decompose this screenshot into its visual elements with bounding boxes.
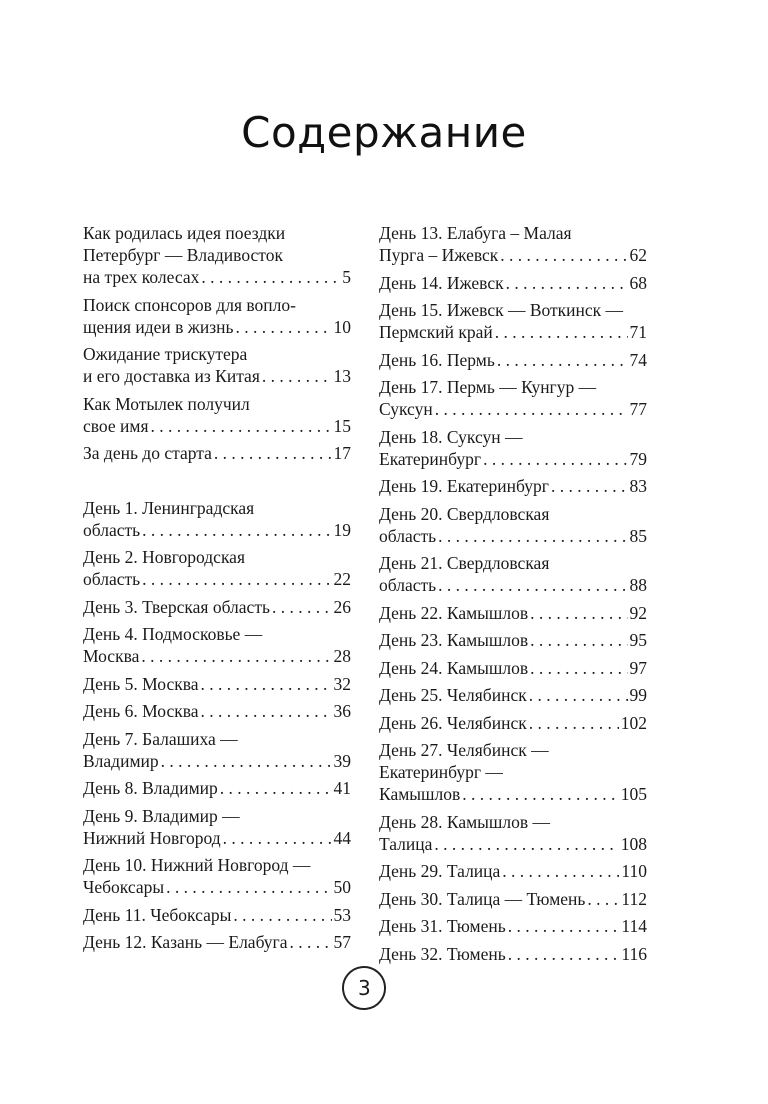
toc-entry-title-line: День 12. Казань — Елабуга [83, 932, 288, 952]
toc-entry-title-line: День 29. Талица [379, 861, 501, 881]
toc-page-number: 85 [629, 525, 647, 546]
dot-leader [262, 365, 332, 387]
dot-leader [438, 574, 627, 596]
toc-page-number: 95 [629, 630, 647, 650]
page-number: 3 [357, 976, 371, 1001]
toc-entry-title-line: День 2. Новгородская [83, 547, 246, 567]
toc-entry[interactable] [379, 712, 647, 734]
toc-entry[interactable] [83, 623, 351, 667]
dot-leader [508, 943, 620, 965]
toc-entry-last-line [83, 568, 351, 590]
toc-entry-last-line [379, 448, 647, 470]
toc-page-number: 19 [333, 519, 351, 540]
dot-leader [551, 475, 628, 497]
toc-entry-title-line: День 13. Елабуга – Малая [379, 223, 572, 243]
toc-entry[interactable] [83, 343, 351, 387]
toc-page-number: 10 [333, 316, 351, 337]
dot-leader [142, 568, 331, 590]
toc-entry-title-line: Талица [379, 833, 433, 854]
toc-page-number: 44 [333, 827, 351, 848]
dot-leader [434, 833, 618, 855]
toc-page-number: 36 [333, 701, 351, 721]
toc-entry-title-line: День 18. Суксун — [379, 426, 523, 447]
toc-entry-last-line [83, 673, 351, 695]
toc-entry[interactable] [379, 602, 647, 624]
toc-entry-title-line: День 32. Тюмень [379, 943, 506, 964]
toc-page-number: 97 [629, 657, 647, 678]
toc-entry-title-line: Камышлов [379, 784, 461, 804]
toc-page-number: 105 [620, 784, 647, 804]
toc-entry[interactable] [83, 931, 351, 953]
toc-entry[interactable] [379, 888, 647, 910]
toc-entry[interactable] [379, 943, 647, 965]
toc-entry-title-line: День 8. Владимир [83, 778, 218, 798]
toc-entry-title-line: День 22. Камышлов [379, 602, 529, 623]
toc-entry-title-line: Пурга – Ижевск [379, 245, 499, 265]
toc-entry[interactable] [379, 811, 647, 855]
toc-entry-title-line: День 20. Свердловская [379, 503, 550, 524]
toc-entry-title-line: и его доставка из Китая [83, 366, 260, 386]
dot-leader [587, 888, 619, 910]
toc-entry-last-line [83, 596, 351, 618]
dot-leader [201, 700, 332, 722]
toc-entry-last-line [379, 712, 647, 734]
toc-entry-title-line: День 31. Тюмень [379, 916, 506, 936]
toc-page-number: 102 [620, 712, 647, 733]
toc-entry[interactable] [379, 860, 647, 882]
dot-leader [506, 272, 628, 294]
toc-entry-title-line: область [379, 575, 437, 595]
toc-entry-last-line [83, 700, 351, 722]
toc-page-number: 26 [333, 596, 351, 617]
toc-entry[interactable] [379, 657, 647, 679]
toc-entry-title-line: Екатеринбург [379, 448, 482, 469]
dot-leader [508, 915, 620, 937]
dot-leader [201, 266, 340, 288]
toc-entry-title-line: Петербург — Владивосток [83, 245, 283, 265]
toc-entry[interactable] [83, 904, 351, 926]
toc-entry-title-line: День 9. Владимир — [83, 805, 240, 826]
dot-leader [220, 777, 332, 799]
toc-page-number: 5 [342, 267, 351, 287]
dot-leader [141, 645, 331, 667]
dot-leader [435, 398, 628, 420]
dot-leader [214, 442, 332, 464]
toc-entry-last-line [83, 750, 351, 772]
toc-entry[interactable] [83, 294, 351, 338]
toc-entry[interactable] [83, 222, 351, 288]
toc-entry-last-line [83, 266, 351, 288]
toc-entry-last-line [379, 475, 647, 497]
dot-leader [236, 316, 332, 338]
toc-entry-last-line [83, 645, 351, 667]
toc-entry-last-line [379, 602, 647, 624]
toc-page-number: 53 [333, 904, 351, 925]
page-title: Содержание [241, 108, 527, 157]
toc-entry-title-line: День 14. Ижевск [379, 272, 504, 293]
toc-entry-last-line [83, 415, 351, 437]
toc-page-number: 17 [333, 443, 351, 463]
toc-page-number: 15 [333, 415, 351, 436]
toc-page-number: 50 [333, 877, 351, 897]
dot-leader [272, 596, 332, 618]
dot-leader [529, 684, 628, 706]
toc-entry-title-line: свое имя [83, 415, 149, 436]
dot-leader [223, 827, 332, 849]
section-gap [83, 470, 351, 497]
toc-entry[interactable] [379, 475, 647, 497]
dot-leader [166, 876, 331, 898]
toc-entry-last-line [83, 365, 351, 387]
toc-entry[interactable] [379, 349, 647, 371]
toc-entry[interactable] [83, 596, 351, 618]
toc-page-number: 39 [333, 750, 351, 771]
toc-entry-title-line: щения идеи в жизнь [83, 316, 234, 337]
dot-leader [142, 519, 331, 541]
toc-entry-title-line: За день до старта [83, 443, 212, 463]
dot-leader [530, 602, 627, 624]
toc-entry-title-line: День 3. Тверская область [83, 596, 270, 617]
toc-entry[interactable] [83, 442, 351, 464]
toc-entry-title-line: День 10. Нижний Новгород — [83, 855, 311, 875]
dot-leader [495, 321, 628, 343]
page-number-badge [340, 964, 388, 1012]
toc-entry-title-line: Как родилась идея поездки [83, 223, 286, 243]
toc-entry-title-line: День 5. Москва [83, 673, 199, 694]
toc-entry-title-line: Екатеринбург — [379, 762, 503, 782]
toc-entry-last-line [83, 316, 351, 338]
toc-entry-title-line: День 27. Челябинск — [379, 740, 549, 760]
toc-entry[interactable] [83, 728, 351, 772]
toc-entry[interactable] [379, 915, 647, 937]
toc-column-left [83, 222, 351, 959]
toc-entry-title-line: Ожидание трискутера [83, 344, 248, 364]
dot-leader [151, 415, 332, 437]
toc-entry-title-line: День 21. Свердловская [379, 553, 550, 573]
toc-page-number: 57 [333, 932, 351, 952]
toc-entry-last-line [379, 525, 647, 547]
dot-leader [502, 860, 619, 882]
toc-page-number: 110 [621, 861, 647, 881]
toc-entry-last-line [83, 519, 351, 541]
toc-page-number: 41 [333, 778, 351, 798]
toc-entry-title-line: День 28. Камышлов — [379, 811, 551, 832]
toc-entry-last-line [83, 777, 351, 799]
toc-entry-title-line: День 24. Камышлов [379, 657, 529, 678]
toc-page-number: 83 [629, 476, 647, 496]
toc-entry-title-line: Пермский край [379, 322, 493, 342]
toc-entry-last-line [83, 904, 351, 926]
toc-entry[interactable] [83, 805, 351, 849]
toc-page-number: 114 [621, 916, 647, 936]
toc-entry-title-line: Как Мотылек получил [83, 393, 250, 414]
dot-leader [530, 657, 627, 679]
toc-entry-title-line: Владимир [83, 750, 159, 771]
dot-leader [529, 712, 619, 734]
dot-leader [462, 783, 618, 805]
toc-page-number: 71 [629, 322, 647, 342]
toc-entry[interactable] [83, 393, 351, 437]
toc-entry-title-line: Нижний Новгород [83, 827, 221, 848]
toc-entry-title-line: область [83, 519, 141, 540]
toc-entry-last-line [379, 860, 647, 882]
dot-leader [290, 931, 332, 953]
toc-page-number: 32 [333, 673, 351, 694]
dot-leader [483, 448, 627, 470]
toc-entry-last-line [83, 931, 351, 953]
toc-entry-title-line: День 1. Ленинградская [83, 497, 255, 518]
dot-leader [161, 750, 332, 772]
dot-leader [500, 244, 627, 266]
toc-page-number: 79 [629, 448, 647, 469]
toc-entry[interactable] [379, 272, 647, 294]
toc-page-number: 108 [620, 833, 647, 854]
toc-entry-last-line [379, 684, 647, 706]
toc-entry-last-line [379, 244, 647, 266]
dot-leader [233, 904, 331, 926]
toc-entry-title-line: День 19. Екатеринбург [379, 476, 549, 496]
toc-entry[interactable] [83, 497, 351, 541]
toc-entry-title-line: область [379, 525, 437, 546]
toc-entry[interactable] [379, 222, 647, 266]
toc-entry[interactable] [379, 426, 647, 470]
toc-entry[interactable] [379, 739, 647, 805]
toc-entry-last-line [379, 888, 647, 910]
toc-entry-title-line: День 11. Чебоксары [83, 904, 232, 925]
toc-entry-last-line [379, 783, 647, 805]
toc-entry[interactable] [379, 684, 647, 706]
toc-entry-title-line: День 15. Ижевск — Воткинск — [379, 300, 624, 320]
toc-entry-last-line [379, 574, 647, 596]
toc-entry-last-line [83, 442, 351, 464]
dot-leader [497, 349, 628, 371]
toc-entry-last-line [379, 321, 647, 343]
toc-entry-title-line: День 17. Пермь — Кунгур — [379, 377, 597, 397]
toc-page-number: 77 [629, 399, 647, 419]
toc-entry[interactable] [379, 629, 647, 651]
toc-entry-last-line [83, 827, 351, 849]
toc-entry-last-line [379, 629, 647, 651]
toc-entry[interactable] [83, 854, 351, 898]
toc-page-number: 88 [629, 575, 647, 595]
toc-entry-title-line: День 30. Талица — Тюмень [379, 888, 586, 909]
toc-entry-last-line [379, 398, 647, 420]
toc-entry-last-line [379, 943, 647, 965]
toc-entry[interactable] [379, 299, 647, 343]
toc-entry-last-line [379, 657, 647, 679]
toc-page-number: 116 [621, 943, 647, 964]
toc-page-number: 99 [629, 685, 647, 705]
toc-entry-title-line: Москва [83, 646, 140, 666]
toc-entry-title-line: Поиск спонсоров для вопло- [83, 294, 296, 315]
toc-entry[interactable] [379, 552, 647, 596]
toc-entry-title-line: День 16. Пермь [379, 349, 495, 370]
toc-entry[interactable] [83, 673, 351, 695]
toc-entry-title-line: Чебоксары [83, 877, 165, 897]
dot-leader [438, 525, 627, 547]
toc-page-number: 92 [629, 602, 647, 623]
toc-entry-title-line: на трех колесах [83, 267, 200, 287]
toc-entry-last-line [379, 272, 647, 294]
toc-entry[interactable] [379, 503, 647, 547]
toc-page-number: 68 [629, 272, 647, 293]
toc-entry-title-line: День 6. Москва [83, 701, 199, 721]
toc-entry[interactable] [83, 700, 351, 722]
toc-entry[interactable] [83, 777, 351, 799]
toc-entry-title-line: День 23. Камышлов [379, 630, 529, 650]
toc-page-number: 22 [333, 569, 351, 589]
toc-entry-last-line [379, 915, 647, 937]
toc-entry[interactable] [83, 546, 351, 590]
toc-entry-title-line: День 26. Челябинск [379, 712, 527, 733]
toc-column-right [379, 222, 647, 970]
toc-entry-last-line [379, 833, 647, 855]
toc-page-number: 112 [621, 888, 647, 909]
toc-page-number: 13 [333, 366, 351, 386]
toc-page-number: 74 [629, 349, 647, 370]
toc-entry-title-line: День 4. Подмосковье — [83, 624, 263, 644]
toc-entry-title-line: День 7. Балашиха — [83, 728, 238, 749]
toc-entry-title-line: Суксун [379, 399, 433, 419]
toc-entry-last-line [379, 349, 647, 371]
dot-leader [201, 673, 332, 695]
toc-entry-title-line: область [83, 569, 141, 589]
toc-entry[interactable] [379, 376, 647, 420]
toc-entry-title-line: День 25. Челябинск [379, 685, 527, 705]
toc-entry-last-line [83, 876, 351, 898]
toc-page-number: 28 [333, 646, 351, 666]
toc-page-number: 62 [629, 245, 647, 265]
dot-leader [530, 629, 627, 651]
